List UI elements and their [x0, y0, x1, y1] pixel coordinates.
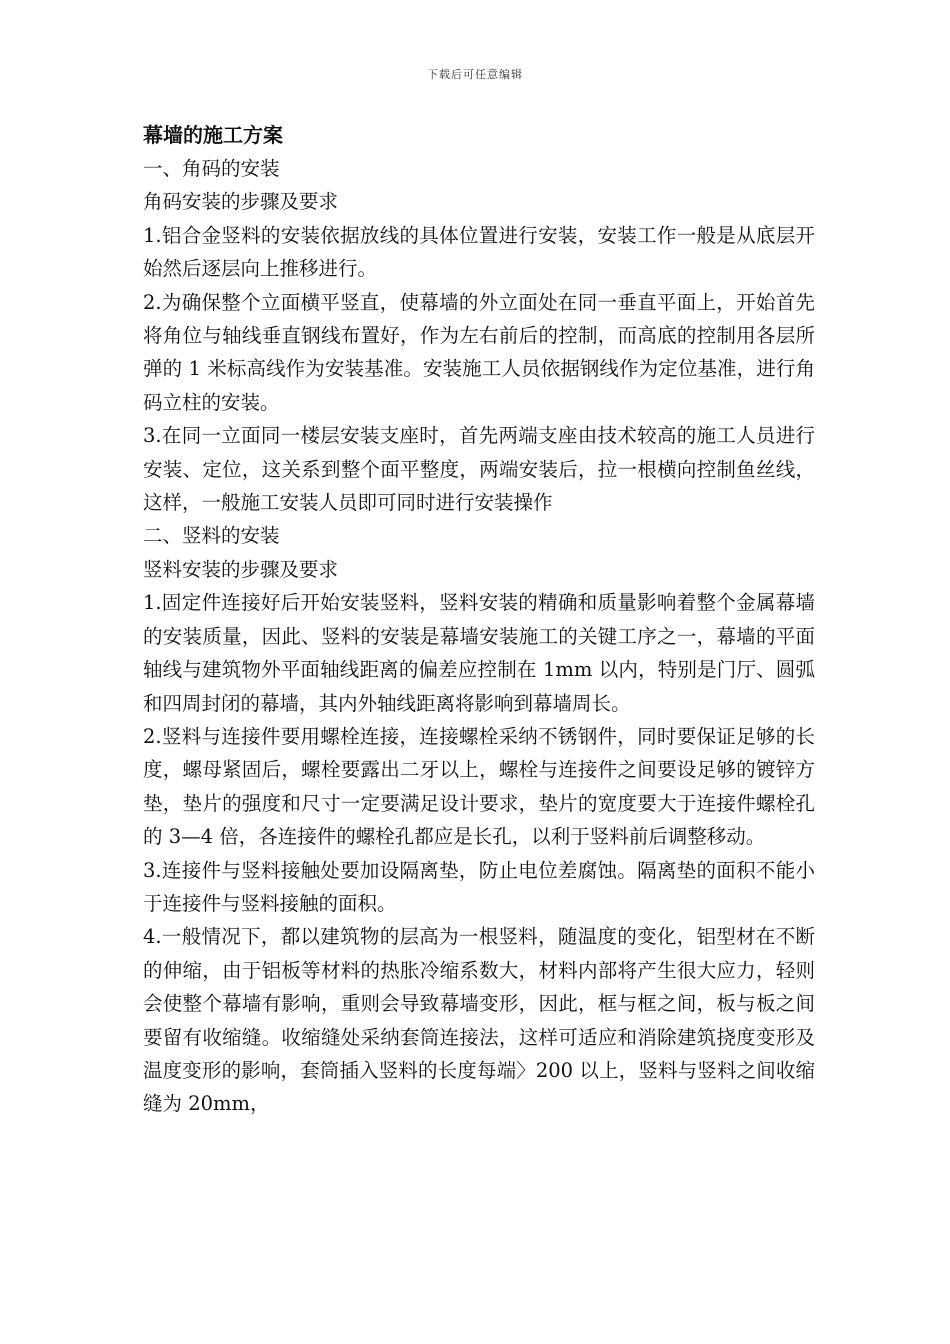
paragraph-2-1: 1.固定件连接好后开始安装竖料，竖料安装的精确和质量影响着整个金属幕墙的安装质量，因此、竖料的安装是幕墙安装施工的关键工序之一，幕墙的平面轴线与建筑物外平面轴线距离的偏差应控制在 1mm 以内，特别是门厅、圆弧和四周封闭的幕墙，其内外轴线距离将影响到幕墙周长。 [143, 591, 815, 715]
section-heading-2: 二、竖料的安装 [143, 524, 280, 548]
paragraph-1-2: 2.为确保整个立面横平竖直，使幕墙的外立面处在同一垂直平面上，开始首先将角位与轴线垂直钢线布置好，作为左右前后的控制，而高底的控制用各层所弹的 1 米标高线作为安装基准。安装施工人员依据钢线作为定位基准，进行角码立柱的安装。 [143, 290, 815, 414]
paragraph-2-3: 3.连接件与竖料接触处要加设隔离垫，防止电位差腐蚀。隔离垫的面积不能小于连接件与竖料接触的面积。 [143, 858, 815, 915]
document-body [143, 118, 815, 1121]
document-title: 幕墙的施工方案 [143, 123, 283, 147]
section-heading-1: 一、角码的安装 [143, 157, 280, 180]
subheading-2: 竖料安装的步骤及要求 [143, 557, 339, 581]
subheading-1: 角码安装的步骤及要求 [143, 190, 339, 214]
paragraph-1-1: 1.铝合金竖料的安装依据放线的具体位置进行安装，安装工作一般是从底层开始然后逐层向上推移进行。 [143, 223, 815, 281]
page-header-note: 下载后可任意编辑 [427, 68, 523, 81]
paragraph-1-3: 3.在同一立面同一楼层安装支座时，首先两端支座由技术较高的施工人员进行安装、定位，这关系到整个面平整度，两端安装后，拉一根横向控制鱼丝线，这样，一般施工安装人员即可同时进行安装操作 [143, 424, 815, 515]
paragraph-2-2: 2.竖料与连接件要用螺栓连接，连接螺栓采纳不锈钢件，同时要保证足够的长度，螺母紧固后，螺栓要露出二牙以上，螺栓与连接件之间要设足够的镀锌方垫，垫片的强度和尺寸一定要满足设计要求，垫片的宽度要大于连接件螺栓孔的 3—4 倍，各连接件的螺栓孔都应是长孔，以利于竖料前后调整移动。 [143, 724, 815, 849]
paragraph-2-4: 4.一般情况下，都以建筑物的层高为一根竖料，随温度的变化，铝型材在不断的伸缩，由于铝板等材料的热胀冷缩系数大，材料内部将产生很大应力，轻则会使整个幕墙有影响，重则会导致幕墙变形，因此，框与框之间，板与板之间要留有收缩缝。收缩缝处采纳套筒连接法，这样可适应和消除建筑挠度变形及温度变形的影响，套筒插入竖料的长度每端〉200 以上，竖料与竖料之间收缩缝为 20mm， [143, 925, 815, 1116]
